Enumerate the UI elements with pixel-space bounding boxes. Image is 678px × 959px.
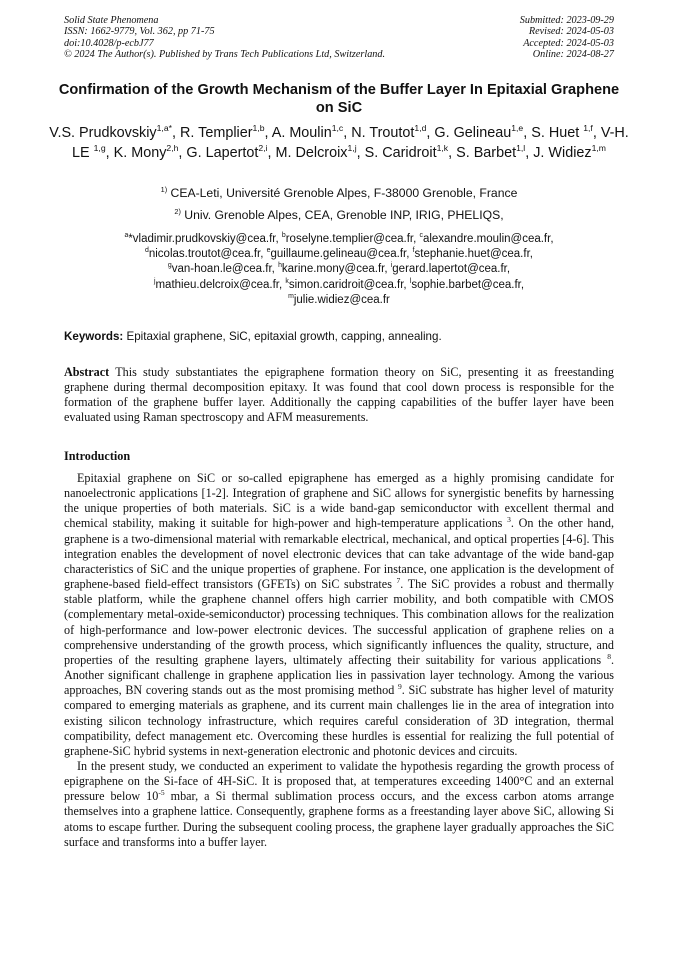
email-address: alexandre.moulin@cea.fr, — [422, 233, 554, 245]
keywords-label: Keywords: — [64, 330, 124, 343]
reference-superscript: 9 — [397, 682, 402, 692]
author-affiliation-mark: 1,j — [347, 142, 357, 153]
abstract — [64, 365, 614, 426]
email-mark: g — [167, 262, 172, 270]
author-name: J. Widiez — [533, 144, 592, 161]
author-list — [40, 124, 638, 163]
email-address: *vladimir.prudkovskiy@cea.fr, — [128, 233, 282, 245]
author — [364, 142, 457, 161]
email-address: guillaume.gelineau@cea.fr, — [270, 248, 413, 261]
reference-superscript: 8 — [607, 651, 611, 661]
email-mark: f — [412, 247, 415, 255]
affiliation-2-text: Univ. Grenoble Alpes, CEA, Grenoble INP, IRIG, PHELIQS, — [180, 208, 504, 222]
author-name: A. Moulin — [271, 125, 332, 141]
author-affiliation-mark: 1,m — [591, 142, 606, 153]
reference-superscript: 7 — [396, 576, 401, 586]
journal-header-right — [520, 15, 614, 60]
doi-line: doi:10.4028/p-ecbJ77 — [64, 37, 154, 49]
email-mark: h — [278, 262, 282, 270]
author-affiliation-mark: 1,c — [331, 123, 344, 134]
introduction-paragraph — [64, 471, 614, 759]
email-mark: a — [124, 232, 129, 240]
email-address: nicolas.troutot@cea.fr, — [148, 248, 267, 261]
journal-header-left — [64, 15, 385, 60]
email-address: roselyne.templier@cea.fr, — [285, 233, 420, 245]
author-separator: , — [264, 125, 272, 141]
author-name: S. Huet — [531, 125, 584, 141]
paragraph-text: Epitaxial graphene on SiC or so-called epigraphene has emerged as a highly promising candidate for nanoelectronic applications [1-2]. Integration of graphene and SiC allows for synergistic benefits by harnessing the unique properties of both materials. SiC is a wide band-gap semiconductor with excellent thermal and chemical stability, making it suitable for high-power and high-temperature applications — [64, 471, 614, 531]
affiliation-2 — [40, 208, 638, 223]
author — [351, 125, 434, 141]
affiliation-1-mark: 1) — [160, 184, 168, 194]
author-affiliation-mark: 1,b — [252, 123, 265, 134]
email-mark: l — [409, 277, 412, 285]
reference-superscript: -5 — [158, 788, 165, 798]
email-mark: k — [285, 277, 289, 285]
journal-name: Solid State Phenomena — [64, 15, 159, 26]
email-address: sophie.barbet@cea.fr, — [411, 278, 525, 291]
author-name: R. Templier — [180, 125, 253, 141]
author-separator: , — [523, 125, 532, 141]
paragraph-text: mbar, a Si thermal sublimation process occurs, and the excess carbon atoms arrange themselves into a graphene lattice. Consequently, graphene forms as a freestanding layer above SiC, allowing Si atoms to escape further. During the subsequent cooling process, the graphene layer gradually approaches the SiC surface and transforms into a buffer layer. — [64, 789, 614, 849]
author-affiliation-mark: 1,e — [511, 123, 524, 134]
author — [275, 142, 365, 161]
author-name: S. Barbet — [456, 144, 517, 161]
submitted-date: Submitted: 2023-09-29 — [519, 15, 614, 26]
author — [434, 125, 531, 141]
paragraph-text: . On the other hand, graphene is a two-dimensional material with remarkable electrical, mechanical, and optical properties [4-6]. This integration enables the development of novel electronic devices that can take advantage of the wide band-gap characteristics of SiC and the unique properties of graphene. For instance, one application is the development of graphene-based field-effect transistors (GFETs) on SiC substrates — [64, 516, 614, 592]
email-line — [60, 293, 618, 308]
abstract-label: Abstract — [64, 365, 110, 379]
author-separator: , — [525, 144, 534, 161]
email-address: simon.caridroit@cea.fr, — [288, 278, 410, 291]
email-list — [60, 232, 618, 308]
paper-title: Confirmation of the Growth Mechanism of the Buffer Layer In Epitaxial Graphene on SiC — [58, 82, 620, 116]
issn-line: ISSN: 1662-9779, Vol. 362, pp 71-75 — [64, 26, 215, 38]
email-line — [60, 262, 618, 277]
author-name: V.S. Prudkovskiy — [49, 125, 157, 141]
accepted-date: Accepted: 2024-05-03 — [523, 37, 614, 49]
author-affiliation-mark: 1,g — [93, 142, 106, 153]
author-name: G. Gelineau — [434, 125, 512, 141]
email-mark: m — [288, 292, 294, 300]
keywords — [64, 329, 614, 344]
author-affiliation-mark: 1,d — [414, 123, 427, 134]
email-address: mathieu.delcroix@cea.fr, — [155, 278, 286, 291]
paragraph-text: . SiC substrate has higher level of maturity compared to emerging materials as graphene, and its current main challenges lie in the area of integration into existing silicon technology infrastructure, which requires careful consideration of 3D integration, thermal compatibility, defect management etc. Overcoming these hurdles is essential for realizing the full potential of graphene-SiC hybrid systems in next-generation electronic and photonic devices and circuits. — [64, 683, 615, 758]
author-separator: , — [448, 144, 457, 161]
abstract-text: This study substantiates the epigraphene formation theory on SiC, presenting it as freestanding graphene during thermal decomposition epitaxy. It was found that cool down process is responsible for the formation of the graphene buffer layer. Additionally the capping capabilities of the buffer layer have been evaluated using Raman spectroscopy and AFM measurements. — [64, 365, 614, 425]
email-mark: e — [266, 247, 271, 255]
author-affiliation-mark: 2,i — [258, 142, 268, 153]
author-separator: , — [356, 144, 365, 161]
author-separator: , — [267, 144, 276, 161]
author-affiliation-mark: 1,k — [436, 142, 449, 153]
email-line — [60, 232, 618, 247]
author-separator: , — [172, 125, 180, 141]
paragraph-text: In the present study, we conducted an experiment to validate the hypothesis regarding the growth process of epigraphene on the Si-face of 4H-SiC. It is proposed that, at temperatures exceeding 1400°C and an external pressure below 10 — [64, 758, 614, 804]
revised-date: Revised: 2024-05-03 — [528, 26, 614, 38]
author — [456, 142, 534, 161]
affiliation-2-mark: 2) — [174, 206, 181, 216]
author-name: N. Troutot — [351, 125, 415, 141]
author-name: V-H. LE — [72, 125, 629, 161]
author — [186, 142, 276, 161]
author-separator: , — [178, 144, 187, 161]
email-address: karine.mony@cea.fr, — [281, 263, 391, 276]
email-address: stephanie.huet@cea.fr, — [414, 248, 533, 261]
author-name: S. Caridroit — [364, 144, 437, 161]
paragraph-text: . The SiC provides a robust and thermally stable platform, while the graphene channel offers high carrier mobility, and both compatible with CMOS (complementary metal-oxide-semiconductor) processing techniques. This combination allows for the realization of high-performance and low-power electronic devices. The successful application of graphene relies on a comprehensive understanding of the growth process, which significantly influences the quality, structure, and properties of the resulting graphene layers, ultimately affecting their suitability for various applications — [64, 577, 614, 667]
author-name: M. Delcroix — [275, 144, 348, 161]
author-separator: , — [426, 125, 435, 141]
author — [49, 125, 180, 141]
email-mark: b — [281, 232, 286, 240]
paragraph-text: . Another significant challenge in graphene application lies in passivation layer technology. Among the various approaches, BN covering stands out as the most promising method — [64, 652, 614, 698]
affiliation-1-text: CEA-Leti, Université Grenoble Alpes, F-38000 Grenoble, France — [167, 186, 518, 200]
author-affiliation-mark: 1,a* — [156, 123, 172, 134]
keywords-text: Epitaxial graphene, SiC, epitaxial growth, capping, annealing. — [123, 330, 442, 343]
online-date: Online: 2024-08-27 — [532, 48, 614, 60]
author-name: K. Mony — [113, 144, 167, 161]
email-mark: j — [153, 277, 156, 285]
introduction-heading: Introduction — [64, 449, 131, 463]
author-affiliation-mark: 2,h — [166, 142, 179, 153]
author — [531, 125, 601, 141]
email-line — [60, 278, 618, 293]
author — [113, 142, 187, 161]
email-mark: d — [145, 247, 149, 255]
email-address: gerard.lapertot@cea.fr, — [392, 263, 511, 276]
author — [533, 142, 606, 161]
author-name: G. Lapertot — [186, 144, 259, 161]
reference-superscript: 3 — [507, 515, 511, 525]
author — [180, 125, 272, 141]
author-separator: , — [592, 125, 601, 141]
copyright-line: © 2024 The Author(s). Published by Trans Tech Publications Ltd, Switzerland. — [64, 48, 386, 60]
author-affiliation-mark: 1,l — [516, 142, 526, 153]
introduction-body — [64, 471, 614, 850]
email-address: van-hoan.le@cea.fr, — [171, 263, 279, 276]
author-affiliation-mark: 1,f — [583, 123, 593, 134]
email-address: julie.widiez@cea.fr — [293, 293, 390, 306]
email-line — [60, 247, 618, 262]
author-separator: , — [105, 144, 114, 161]
author-separator: , — [343, 125, 352, 141]
author — [272, 125, 352, 141]
affiliation-1 — [40, 186, 638, 201]
introduction-paragraph — [64, 759, 614, 850]
email-mark: i — [390, 262, 393, 270]
email-mark: c — [419, 232, 423, 240]
